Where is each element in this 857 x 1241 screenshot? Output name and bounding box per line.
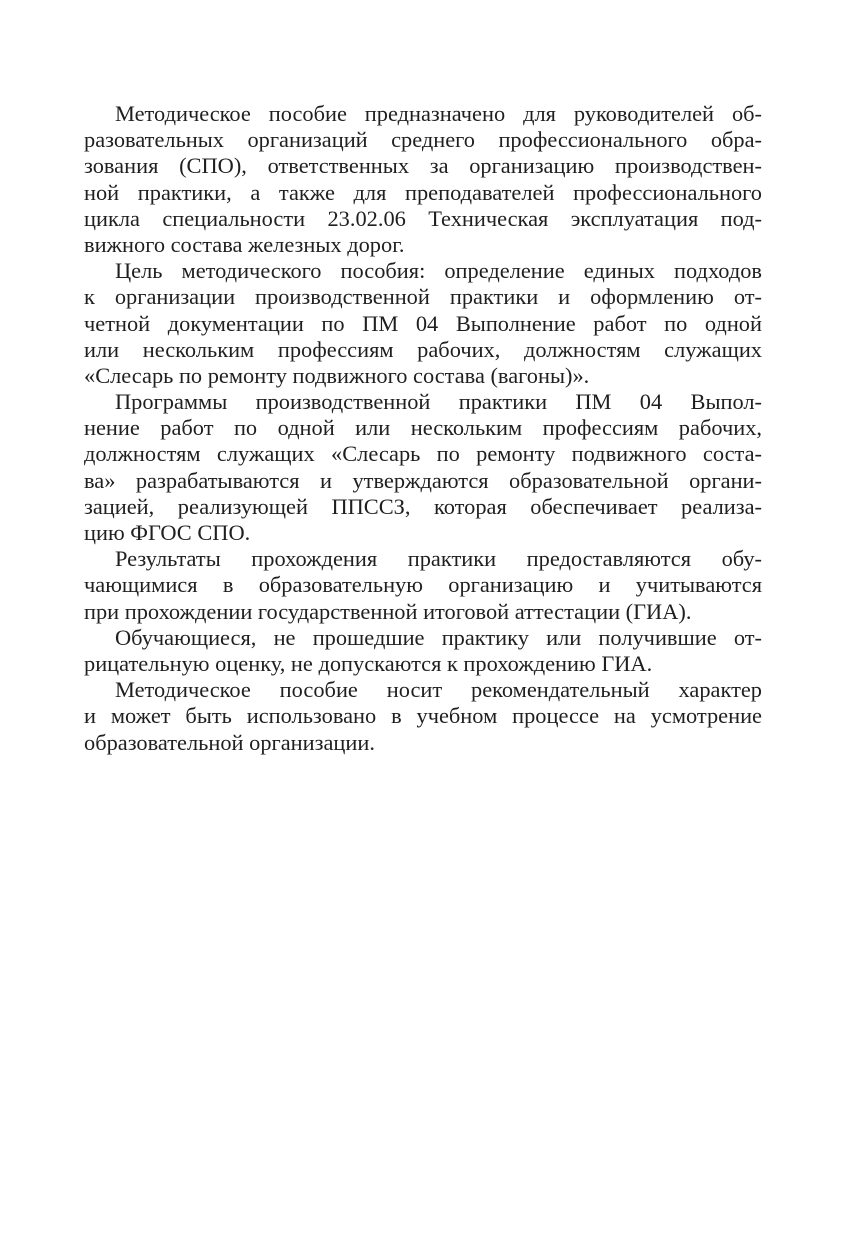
text-line: рицательную оценку, не допускаются к прохождению ГИА. [84,650,653,676]
paragraph-first-line: Методическое пособие предназначено для руководителей об- [115,101,762,126]
text-line: чающимися в образовательную организацию и учитываются [84,572,762,598]
text-line: четной документации по ПМ 04 Выполнение работ по одной [84,310,762,336]
text-line: цикла специальности 23.02.06 Техническая эксплуатация под- [84,205,762,231]
text-line: зования (СПО), ответственных за организацию производствен- [84,153,762,179]
paragraph-first-line: Цель методического пособия: определение единых подходов [115,258,762,284]
text-line: или нескольким профессиям рабочих, должностям служащих [84,336,762,362]
text-line: и может быть использовано в учебном процессе на усмотрение [84,703,762,729]
text-line: зацией, реализующей ППССЗ, которая обеспечивает реализа- [84,493,762,519]
text-line: «Слесарь по ремонту подвижного состава (вагоны)». [84,362,590,388]
paragraph-first-line: Обучающиеся, не прошедшие практику или получившие от- [115,624,762,650]
text-line: должностям служащих «Слесарь по ремонту подвижного соста- [84,441,762,467]
text-line: нение работ по одной или нескольким профессиям рабочих, [84,415,762,441]
body-text [84,101,762,756]
text-line: цию ФГОС СПО. [84,520,251,545]
text-line: образовательной организации. [84,729,375,755]
text-line: ной практики, а также для преподавателей профессионального [84,179,762,205]
text-line: разовательных организаций среднего профессионального обра- [84,127,762,153]
text-line: вижного состава железных дорог. [84,231,405,257]
text-line: ва» разрабатываются и утверждаются образовательной органи- [84,467,762,493]
paragraph-first-line: Результаты прохождения практики предоставляются обу- [115,546,762,572]
text-line: при прохождении государственной итоговой аттестации (ГИА). [84,598,692,624]
text-line: к организации производственной практики и оформлению от- [84,284,762,310]
paragraph-first-line: Программы производственной практики ПМ 04 Выпол- [115,389,762,415]
paragraph-first-line: Методическое пособие носит рекомендательный характер [115,677,762,703]
